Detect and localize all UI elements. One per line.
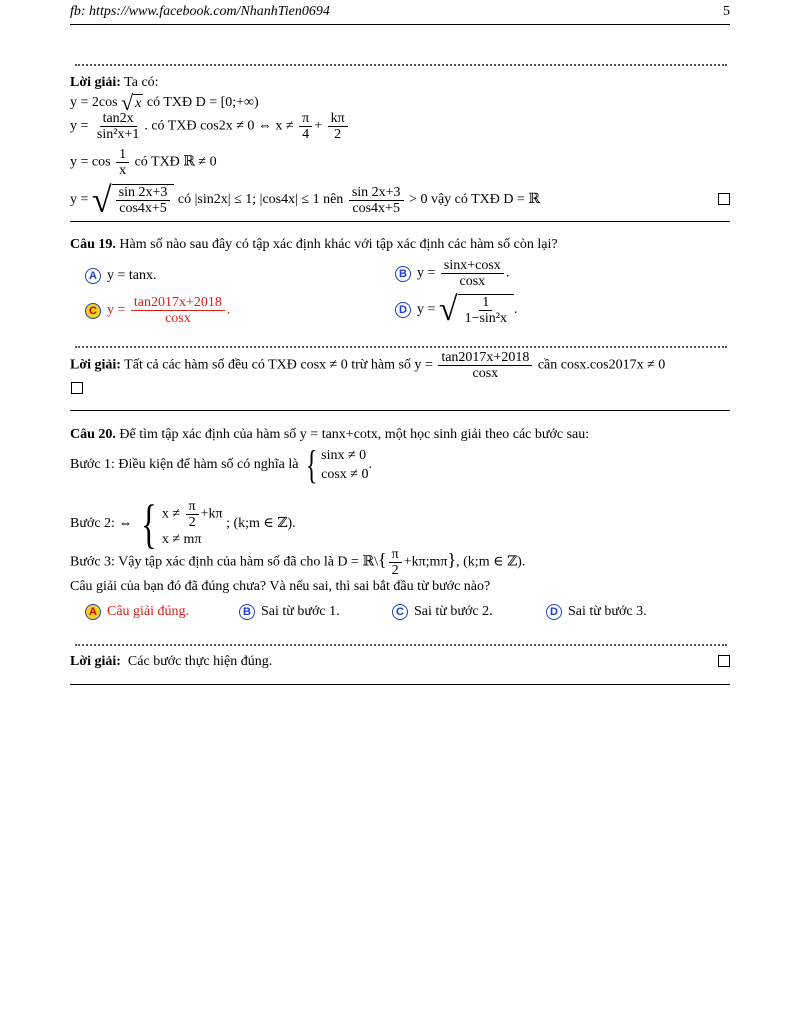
qed-square — [718, 193, 730, 205]
q20-step-2: Bước 2: ⇔ { x ≠ $\frac{\pi}{2}$ +kπ x ≠ mπ ; (k;m ∈ ℤ). — [70, 494, 296, 554]
solution-18-line-4: y = √ $\frac{\sin 2x+3}{\cos 4x+5}$ có |sin2x| ≤ 1; |cos4x| ≤ 1 nên $\frac{\sin 2x+3}{\cos 4x+5}$ > 0 vậy có TXĐ D = ℝ — [70, 180, 541, 220]
solution-18-line-3: y = cos $\frac{1}{x}$ có TXĐ ℝ ≠ 0 — [70, 147, 217, 178]
solution-18-heading: Lời giải: Ta có: — [70, 75, 159, 90]
question-19: Câu 19. Hàm số nào sau đây có tập xác định khác với tập xác định các hàm số còn lại? — [70, 237, 558, 252]
solution-18-line-2: y = $\frac{\tan 2x}{\text{sin²x+1}}$ . có TXĐ cos2x ≠ 0 ⇔ x ≠ $\frac{\pi}{4}$ + $\frac{k\pi}{2}$ — [70, 111, 350, 142]
q20-option-a[interactable]: A Câu giải đúng. — [85, 603, 189, 621]
dotted-separator — [75, 58, 727, 66]
option-b-circle[interactable]: B — [395, 266, 411, 282]
sqrt-symbol: √ x — [121, 90, 142, 115]
q20-step-1: Bước 1: Điều kiện để hàm số có nghĩa là { sinx ≠ 0 cosx ≠ 0 . — [70, 442, 372, 487]
option-a-circle[interactable]: A — [85, 268, 101, 284]
q20-step-3: Bước 3: Vậy tập xác định của hàm số đã cho là D = ℝ\{ $\frac{\pi}{2}$ +kπ;mπ}, (k;m ∈ ℤ). — [70, 547, 526, 578]
q20-option-b[interactable]: B Sai từ bước 1. — [239, 603, 340, 621]
option-b-circle[interactable]: B — [239, 604, 255, 620]
section-rule — [70, 684, 730, 685]
q20-option-d[interactable]: D Sai từ bước 3. — [546, 603, 647, 621]
q19-option-b[interactable]: B y = $\frac{\sin x+\cos x}{\cos x}$ . — [395, 258, 509, 289]
header-link[interactable]: fb: https://www.facebook.com/NhanhTien0694 — [70, 4, 330, 19]
q19-option-a[interactable]: A y = tanx. — [85, 267, 157, 285]
qed-square — [71, 382, 83, 394]
solution-18-line-1: y = 2cos √ x có TXĐ D = [0;+∞) — [70, 90, 259, 115]
page-number: 5 — [723, 4, 730, 19]
question-20: Câu 20. Để tìm tập xác định của hàm số y = tanx+cotx, một học sinh giải theo các bước sau: — [70, 427, 590, 442]
option-c-circle[interactable]: C — [392, 604, 408, 620]
option-c-circle[interactable]: C — [85, 303, 101, 319]
section-rule — [70, 221, 730, 222]
q20-question: Câu giải của bạn đó đã đúng chưa? Và nếu sai, thì sai bắt đầu từ bước nào? — [70, 579, 491, 594]
q20-option-c[interactable]: C Sai từ bước 2. — [392, 603, 493, 621]
page-header — [70, 4, 730, 25]
solution-19: Lời giải: Tất cả các hàm số đều có TXĐ cosx ≠ 0 trừ hàm số y = $\frac{\tan 2017x+2018}{\cos x}$ cần cosx.cos2017x ≠ 0 — [70, 350, 666, 381]
qed-square — [718, 655, 730, 667]
dotted-separator — [75, 638, 727, 646]
option-d-circle[interactable]: D — [395, 302, 411, 318]
option-a-circle[interactable]: A — [85, 604, 101, 620]
q19-option-c[interactable]: C y = $\frac{\tan 2017x+2018}{\cos x}$ . — [85, 295, 230, 326]
section-rule — [70, 410, 730, 411]
q19-option-d[interactable]: D y = √ $\frac{1}{\text{1−sin²x}}$ . — [395, 293, 518, 327]
solution-20: Lời giải: Các bước thực hiện đúng. — [70, 654, 273, 669]
option-d-circle[interactable]: D — [546, 604, 562, 620]
dotted-separator — [75, 340, 727, 348]
